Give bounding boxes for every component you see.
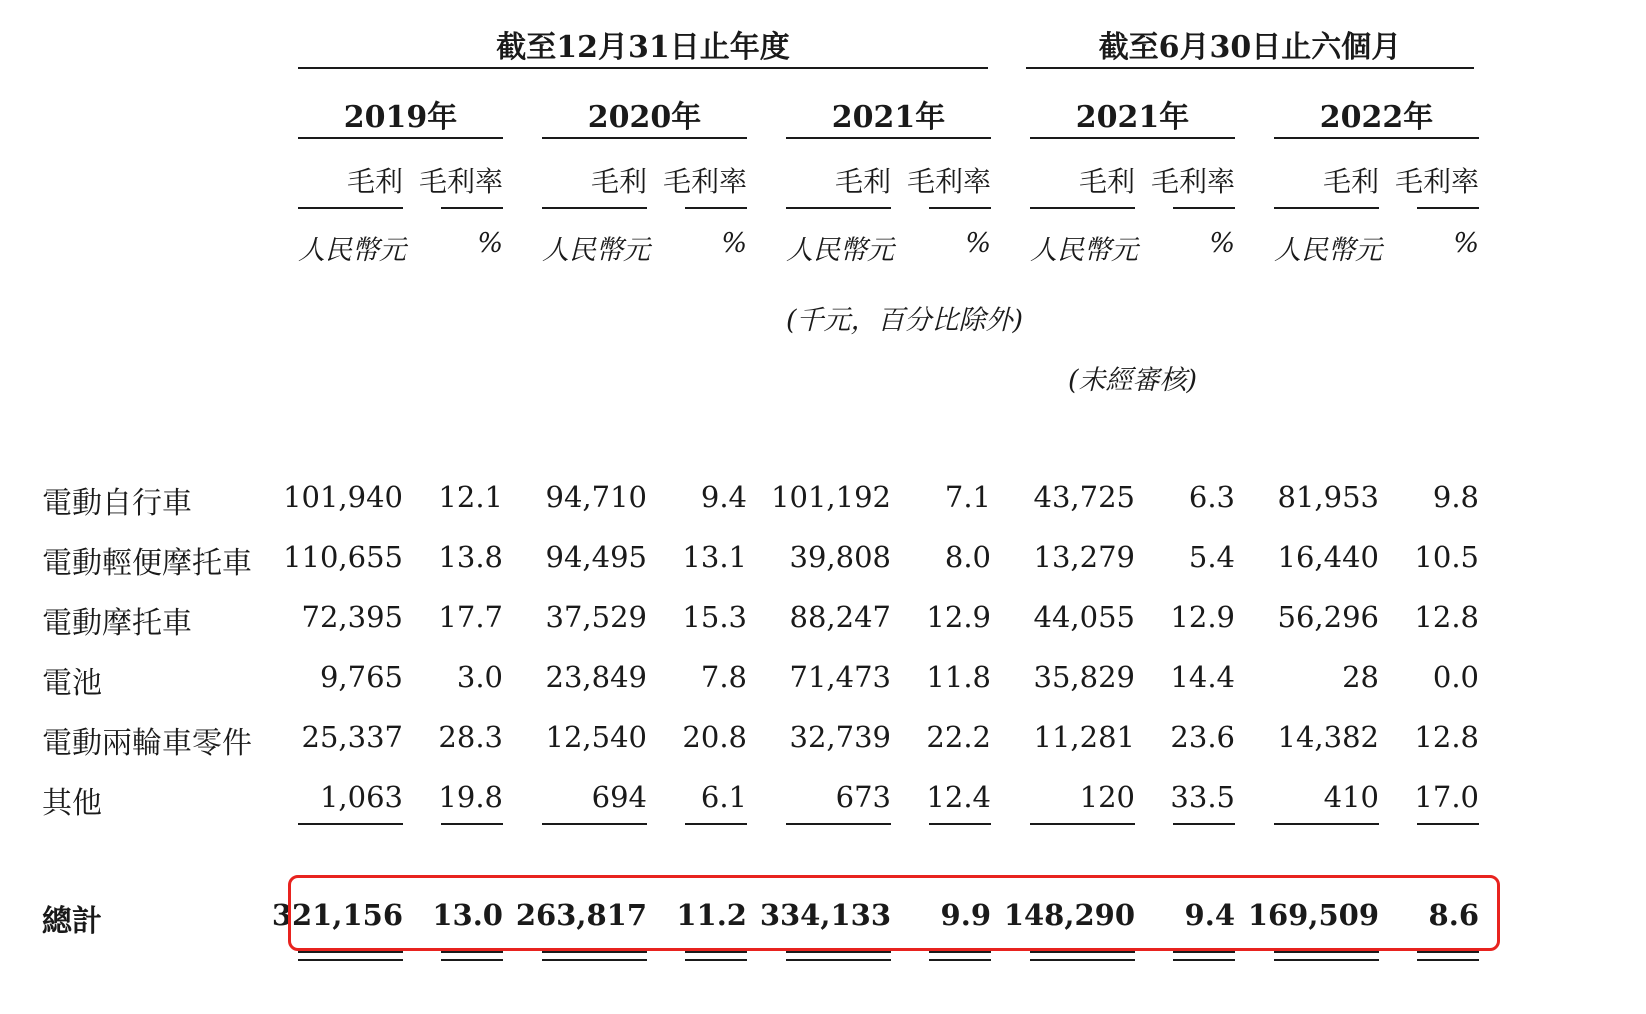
table-row-0-gross-profit: 81,953 [1277,480,1379,514]
unit-percent: % [1453,228,1479,259]
divider-col-gp [298,207,403,209]
table-row-0-label: 電動自行車 [42,486,192,521]
total-row-gross-margin: 8.6 [1428,898,1479,932]
unit-rmb: 人民幣元 [1030,235,1138,266]
table-row-4-gross-margin: 28.3 [438,720,503,754]
note-unaudited: (未經審核) [1067,365,1198,396]
subtotal-rule [786,823,891,825]
total-row-gross-profit: 321,156 [271,898,403,932]
note-thousands: (千元，百分比除外) [786,305,1024,336]
total-double-rule [1173,959,1235,961]
year-header-2020: 2020年 [587,100,702,135]
divider-col-gm [1417,207,1479,209]
table-row-1-gross-profit: 110,655 [283,540,403,574]
table-row-2-gross-profit: 88,247 [789,600,891,634]
table-row-2-gross-profit: 72,395 [301,600,403,634]
table-row-1-label: 電動輕便摩托車 [42,546,252,581]
total-double-rule [929,959,991,961]
total-double-rule [298,959,403,961]
total-double-rule [1030,951,1135,953]
col-header-gross-profit: 毛利 [590,165,647,198]
year-header-2021-annual: 2021年 [831,100,946,135]
table-row-3-gross-profit: 28 [1342,660,1379,694]
subtotal-rule [298,823,403,825]
year-header-2022: 2022年 [1319,100,1434,135]
table-row-1-gross-profit: 94,495 [545,540,647,574]
col-header-gross-margin: 毛利率 [1394,165,1479,198]
total-row-gross-margin: 9.9 [940,898,991,932]
divider-group-annual [298,67,988,69]
subtotal-rule [685,823,747,825]
divider-col-gp [786,207,891,209]
total-row-gross-margin: 9.4 [1184,898,1235,932]
total-row-gross-profit: 263,817 [515,898,647,932]
divider-year-2019 [298,137,503,139]
table-row-2-gross-profit: 37,529 [545,600,647,634]
unit-rmb: 人民幣元 [298,235,406,266]
table-row-0-gross-profit: 101,940 [283,480,403,514]
table-row-5-gross-margin: 19.8 [438,780,503,814]
table-row-5-gross-margin: 6.1 [700,780,747,814]
table-row-0-gross-margin: 9.8 [1432,480,1479,514]
table-row-5-gross-margin: 33.5 [1170,780,1235,814]
table-row-1-gross-margin: 13.1 [682,540,747,574]
unit-percent: % [965,228,991,259]
table-row-1-gross-profit: 13,279 [1033,540,1135,574]
total-double-rule [1274,959,1379,961]
subtotal-rule [441,823,503,825]
table-row-3-gross-margin: 0.0 [1432,660,1479,694]
table-row-2-gross-margin: 17.7 [438,600,503,634]
table-row-1-gross-margin: 8.0 [944,540,991,574]
total-double-rule [685,959,747,961]
unit-rmb: 人民幣元 [542,235,650,266]
table-row-4-gross-profit: 14,382 [1277,720,1379,754]
divider-group-halfyear [1026,67,1474,69]
table-row-4-label: 電動兩輪車零件 [42,726,252,761]
total-double-rule [929,951,991,953]
table-row-4-gross-margin: 23.6 [1170,720,1235,754]
table-row-2-gross-profit: 56,296 [1277,600,1379,634]
table-row-5-label: 其他 [42,786,102,821]
total-double-rule [1030,959,1135,961]
subtotal-rule [1030,823,1135,825]
table-row-4-gross-margin: 12.8 [1414,720,1479,754]
table-row-4-gross-profit: 25,337 [301,720,403,754]
year-header-2021-half: 2021年 [1075,100,1190,135]
table-row-3-gross-profit: 71,473 [789,660,891,694]
table-row-0-gross-margin: 9.4 [700,480,747,514]
divider-col-gp [1274,207,1379,209]
table-row-1-gross-margin: 10.5 [1414,540,1479,574]
total-double-rule [441,951,503,953]
table-row-4-gross-profit: 12,540 [545,720,647,754]
table-row-5-gross-profit: 120 [1079,780,1135,814]
table-row-2-gross-margin: 15.3 [682,600,747,634]
unit-rmb: 人民幣元 [786,235,894,266]
divider-col-gp [1030,207,1135,209]
total-row-gross-profit: 169,509 [1247,898,1379,932]
total-double-rule [685,951,747,953]
col-header-gross-margin: 毛利率 [906,165,991,198]
divider-year-2020 [542,137,747,139]
table-row-3-gross-profit: 9,765 [319,660,403,694]
table-row-5-gross-profit: 1,063 [319,780,403,814]
unit-percent: % [721,228,747,259]
table-row-2-gross-margin: 12.8 [1414,600,1479,634]
table-row-0-gross-margin: 6.3 [1188,480,1235,514]
table-row-0-gross-profit: 94,710 [545,480,647,514]
table-row-1-gross-margin: 5.4 [1188,540,1235,574]
divider-col-gm [441,207,503,209]
table-row-3-gross-margin: 3.0 [456,660,503,694]
subtotal-rule [1274,823,1379,825]
table-row-5-gross-profit: 410 [1323,780,1379,814]
table-row-0-gross-margin: 7.1 [944,480,991,514]
table-row-4-gross-margin: 22.2 [926,720,991,754]
total-double-rule [786,951,891,953]
total-row-gross-profit: 334,133 [759,898,891,932]
table-row-2-gross-profit: 44,055 [1033,600,1135,634]
total-double-rule [1417,959,1479,961]
unit-rmb: 人民幣元 [1274,235,1382,266]
col-header-gross-profit: 毛利 [1078,165,1135,198]
table-row-1-gross-profit: 39,808 [789,540,891,574]
total-row-highlight [288,875,1500,951]
table-row-5-gross-margin: 17.0 [1414,780,1479,814]
col-header-gross-margin: 毛利率 [662,165,747,198]
total-double-rule [441,959,503,961]
table-row-4-gross-profit: 32,739 [789,720,891,754]
col-header-gross-margin: 毛利率 [418,165,503,198]
table-row-2-gross-margin: 12.9 [926,600,991,634]
col-header-gross-profit: 毛利 [346,165,403,198]
total-double-rule [542,951,647,953]
total-row-gross-margin: 13.0 [432,898,503,932]
total-row-label: 總計 [42,904,102,939]
total-row-gross-profit: 148,290 [1003,898,1135,932]
table-row-3-label: 電池 [42,666,102,701]
col-header-gross-margin: 毛利率 [1150,165,1235,198]
subtotal-rule [1173,823,1235,825]
table-row-4-gross-margin: 20.8 [682,720,747,754]
year-header-2019: 2019年 [343,100,458,135]
table-row-3-gross-margin: 11.8 [926,660,991,694]
table-row-5-gross-profit: 694 [591,780,647,814]
divider-col-gm [685,207,747,209]
col-header-gross-profit: 毛利 [834,165,891,198]
divider-col-gm [929,207,991,209]
total-row-gross-margin: 11.2 [676,898,747,932]
total-double-rule [542,959,647,961]
divider-year-2021-half [1030,137,1235,139]
total-double-rule [786,959,891,961]
unit-percent: % [1209,228,1235,259]
total-double-rule [1173,951,1235,953]
table-row-3-gross-profit: 35,829 [1033,660,1135,694]
table-row-0-gross-margin: 12.1 [438,480,503,514]
total-double-rule [1274,951,1379,953]
subtotal-rule [1417,823,1479,825]
divider-col-gp [542,207,647,209]
divider-col-gm [1173,207,1235,209]
header-group-annual: 截至12月31日止年度 [496,30,790,65]
divider-year-2021-annual [786,137,991,139]
total-double-rule [1417,951,1479,953]
divider-year-2022 [1274,137,1479,139]
table-row-0-gross-profit: 101,192 [771,480,891,514]
col-header-gross-profit: 毛利 [1322,165,1379,198]
table-row-3-gross-margin: 7.8 [700,660,747,694]
table-row-0-gross-profit: 43,725 [1033,480,1135,514]
table-row-2-gross-margin: 12.9 [1170,600,1235,634]
total-double-rule [298,951,403,953]
table-row-1-gross-profit: 16,440 [1277,540,1379,574]
table-row-1-gross-margin: 13.8 [438,540,503,574]
header-group-halfyear: 截至6月30日止六個月 [1098,30,1402,65]
table-row-3-gross-profit: 23,849 [545,660,647,694]
subtotal-rule [542,823,647,825]
subtotal-rule [929,823,991,825]
table-row-5-gross-profit: 673 [835,780,891,814]
table-row-3-gross-margin: 14.4 [1170,660,1235,694]
table-row-5-gross-margin: 12.4 [926,780,991,814]
table-row-4-gross-profit: 11,281 [1033,720,1135,754]
unit-percent: % [477,228,503,259]
table-row-2-label: 電動摩托車 [42,606,192,641]
